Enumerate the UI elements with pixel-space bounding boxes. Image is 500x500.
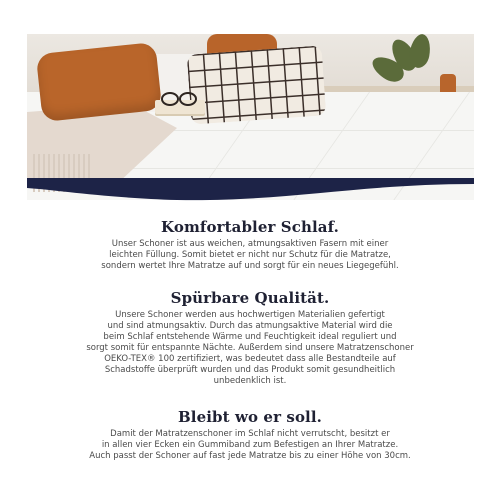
body-line: und sind atmungsaktiv. Durch das atmungsaktive Material wird die xyxy=(107,321,393,331)
body-line: Schadstoffe überprüft wurden und das Produkt somit gesundheitlich xyxy=(104,365,396,375)
section-body xyxy=(0,429,500,462)
section-comfort xyxy=(0,218,500,272)
body-line: beim Schlaf entstehende Wärme und Feuchtigkeit ideal reguliert und xyxy=(103,332,397,342)
navy-wave-band xyxy=(27,178,474,202)
section-body xyxy=(0,310,500,387)
body-line: unbedenklich ist. xyxy=(213,376,287,386)
hero-image xyxy=(27,34,474,200)
glasses-icon xyxy=(157,92,197,104)
body-line: Unsere Schoner werden aus hochwertigen Materialien gefertigt xyxy=(115,310,385,320)
pillow-orange xyxy=(36,42,162,122)
section-heading: Spürbare Qualität. xyxy=(170,289,330,307)
pillow-checkered xyxy=(187,45,327,124)
body-line: leichten Füllung. Somit bietet er nicht nur Schutz für die Matratze, xyxy=(109,250,391,260)
section-heading: Bleibt wo er soll. xyxy=(178,408,322,426)
body-line: OEKO-TEX® 100 zertifiziert, was bedeutet dass alle Bestandteile auf xyxy=(104,354,396,364)
body-line: Damit der Matratzenschoner im Schlaf nicht verrutscht, besitzt er xyxy=(110,429,390,439)
section-heading: Komfortabler Schlaf. xyxy=(161,218,339,236)
section-fit xyxy=(0,408,500,462)
body-line: Auch passt der Schoner auf fast jede Matratze bis zu einer Höhe von 30cm. xyxy=(89,451,411,461)
body-line: sondern wertet Ihre Matratze auf und sorgt für ein neues Liegegefühl. xyxy=(101,261,399,271)
body-line: in allen vier Ecken ein Gummiband zum Befestigen an Ihrer Matratze. xyxy=(101,440,399,450)
section-quality xyxy=(0,289,500,387)
section-body xyxy=(0,239,500,272)
body-line: sorgt somit für entspannte Nächte. Außerdem sind unsere Matratzenschoner xyxy=(86,343,414,353)
body-line: Unser Schoner ist aus weichen, atmungsaktiven Fasern mit einer xyxy=(111,239,389,249)
